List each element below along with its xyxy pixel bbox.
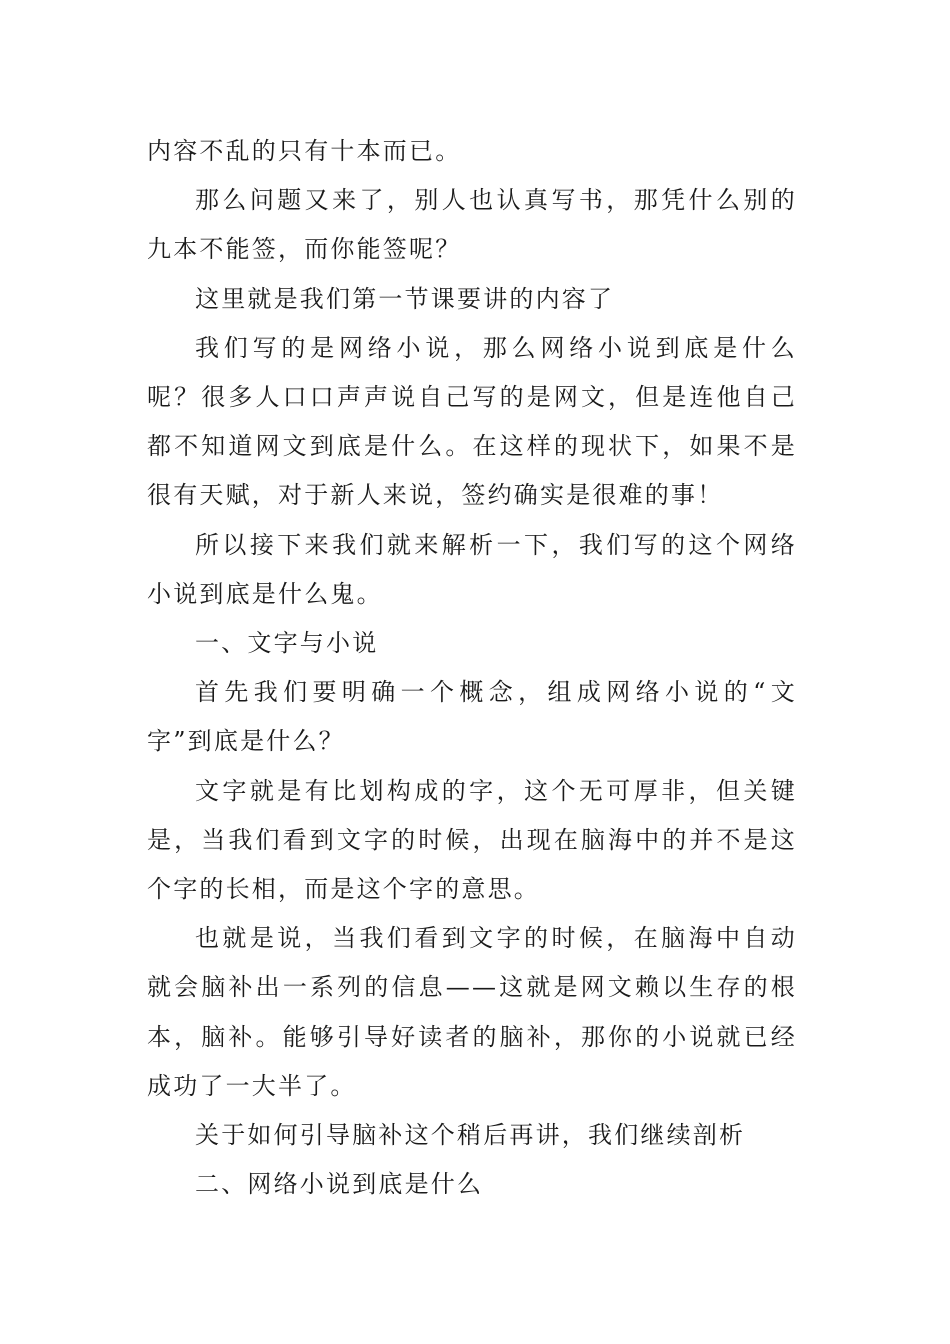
paragraph: 文字就是有比划构成的字，这个无可厚非，但关键是，当我们看到文字的时候，出现在脑海中的并不是这个字的长相，而是这个字的意思。 [147,776,797,904]
section-heading-1: 一、文字与小说 [195,629,379,658]
paragraph: 我们写的是网络小说，那么网络小说到底是什么呢？很多人口口声声说自己写的是网文，但是连他自己都不知道网文到底是什么。在这样的现状下，如果不是很有天赋，对于新人来说，签约确实是很难的事！ [147,333,797,510]
paragraph: 这里就是我们第一节课要讲的内容了 [195,284,615,313]
paragraph: 关于如何引导脑补这个稍后再讲，我们继续剖析 [195,1121,746,1150]
paragraph: 所以接下来我们就来解析一下，我们写的这个网络小说到底是什么鬼。 [147,530,797,608]
section-heading-2: 二、网络小说到底是什么 [195,1170,484,1199]
paragraph: 也就是说，当我们看到文字的时候，在脑海中自动就会脑补出一系列的信息——这就是网文赖以生存的根本，脑补。能够引导好读者的脑补，那你的小说就已经成功了一大半了。 [147,924,797,1100]
paragraph-continuation: 内容不乱的只有十本而已。 [147,137,462,165]
document-body [147,127,797,1209]
paragraph: 那么问题又来了，别人也认真写书，那凭什么别的九本不能签，而你能签呢？ [147,186,797,264]
paragraph: 首先我们要明确一个概念，组成网络小说的“文字”到底是什么？ [147,678,797,756]
